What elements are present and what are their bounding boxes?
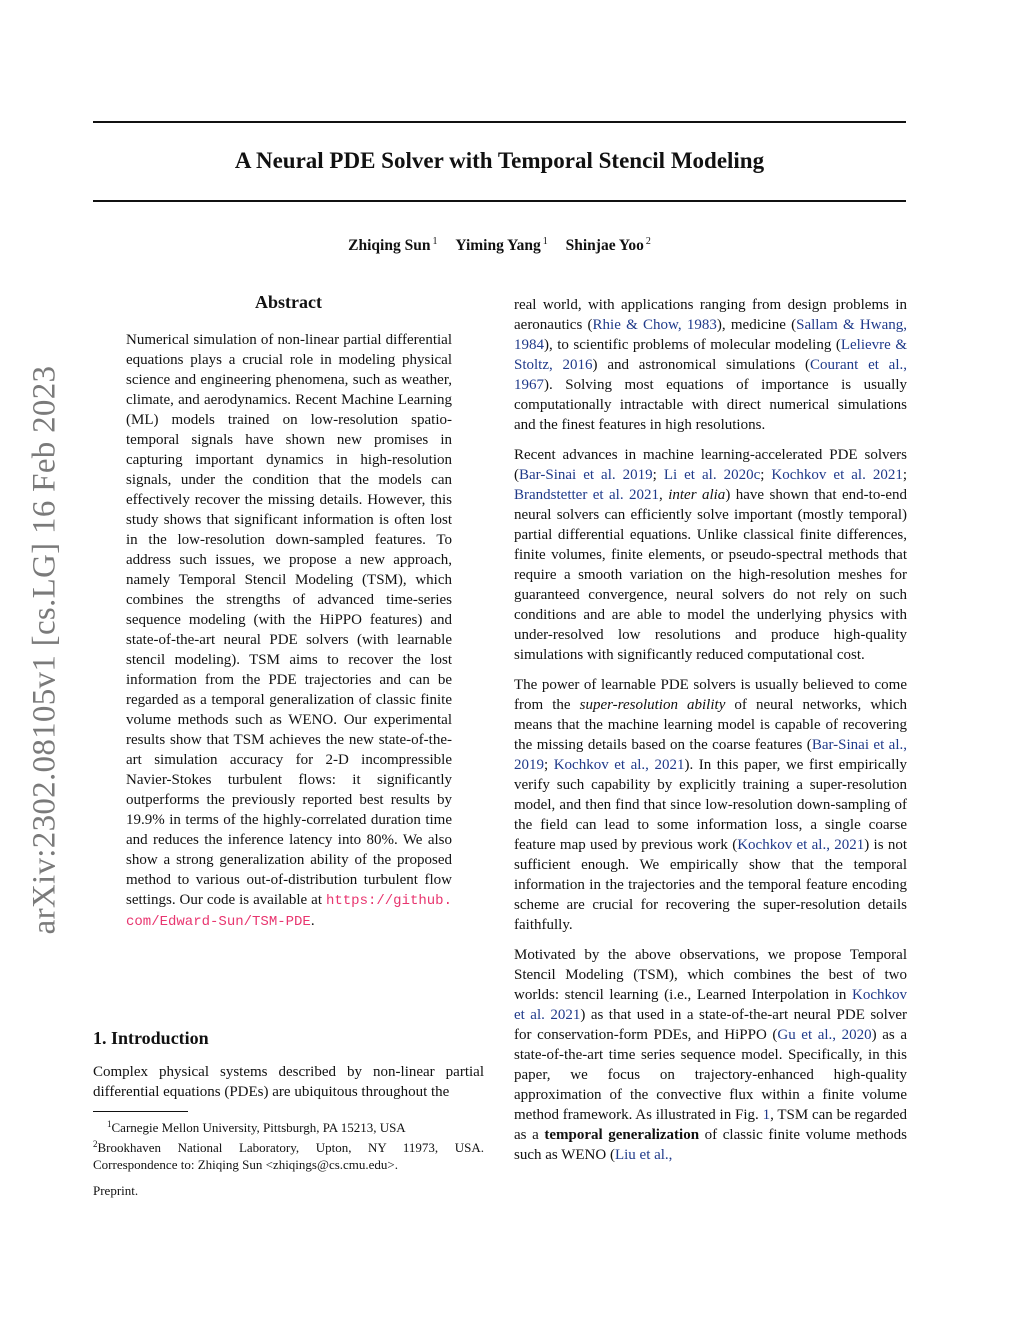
title-top-rule [93,121,906,123]
citation-link[interactable]: Courant et al., 1967 [514,357,908,393]
citation-link[interactable]: Kochkov et al., 2021 [553,757,685,773]
text: ) as that used in a state-of-the-art neural PDE solver for conservation-form PDEs, and HiPPO ( [514,1007,908,1043]
emphasis: inter alia [668,487,726,503]
figure-link[interactable]: 1 [762,1107,771,1123]
author [348,237,437,254]
footnote-text: Brookhaven National Laboratory, Upton, NY 11973, USA. Correspondence to: Zhiqing Sun <zhiqings@cs.cmu.edu>. [93,1140,484,1172]
citation-link[interactable]: Li et al. 2020c [663,467,761,483]
paragraph [514,675,907,935]
author-list [93,236,906,255]
text: , [659,487,669,503]
footnote-1 [93,1116,484,1136]
author-affiliation: 1 [432,236,438,247]
text: ) and astronomical simulations ( [592,357,810,373]
footnote-text: Carnegie Mellon University, Pittsburgh, PA 15213, USA [111,1120,406,1135]
right-column [514,295,907,1175]
text: ). Solving most equations of importance is usually computationally intractable with direct numerical simulations and the finest features in high resolutions. [514,377,907,433]
text: ), medicine ( [716,317,797,333]
text: Motivated by the above observations, we propose Temporal Stencil Modeling (TSM), which combines the best of two worlds: stencil learning (i.e., Learned Interpolation in [514,947,907,1003]
citation-link[interactable]: Kochkov et al. 2021 [514,987,907,1023]
footnote-divider [93,1111,188,1112]
title-bottom-rule [93,200,906,202]
text: of classic finite volume methods such as WENO ( [514,1127,907,1163]
text: Recent advances in machine learning-accelerated PDE solvers ( [514,447,907,483]
author [455,237,547,254]
introduction-heading: 1. Introduction [93,1028,209,1048]
citation-link[interactable]: Bar-Sinai et al. 2019 [519,467,653,483]
citation-link[interactable]: Bar-Sinai et al., 2019 [514,737,908,773]
text: ) have shown that end-to-end neural solvers can efficiently solve important (mostly temporal) partial differential equations. Unlike classical finite differences, finite volumes, finite elements, or pseudo-spectral methods that require a smooth variation on the high-resolution meshes for guaranteed convergence, neural solvers do not rely on such conditions and are able to model the underlying physics with under-resolved low resolutions and produce high-quality simulations with significantly reduced computational cost. [514,487,907,663]
text: The power of learnable PDE solvers is usually believed to come from the [514,677,907,713]
text: real world, with applications ranging from design problems in aeronautics ( [514,297,907,333]
text: ; [544,757,554,773]
abstract-body: Numerical simulation of non-linear partial differential equations plays a crucial role in modeling physical science and engineering phenomena, such as weather, climate, and aerodynamics. Recent Machine Learning (ML) models trained on low-resolution spatio-temporal signals have shown new promises in capturing important dynamics in high-resolution signals, under the condition that the models can effectively recover the missing details. However, this study shows that significant information is often lost in the low-resolution down-sampled features. To address such issues, we propose a new approach, namely Temporal Stencil Modeling (TSM), which combines the strengths of advanced time-series sequence modeling (with the HiPPO features) and state-of-the-art neural PDE solvers (with learnable stencil modeling). TSM aims to recover the lost information from the PDE trajectories and can be regarded as a temporal generalization of classic finite volume methods such as WENO. Our experimental results show that TSM achieves the new state-of-the-art simulation accuracy for 2-D incompressible Navier-Stokes turbulent flows: it significantly outperforms the previously reported best results by 19.9% in terms of the highly-correlated duration time and reduces the inference latency into 80%. We also show a strong generalization ability of the proposed method to various out-of-distribution turbulent flow settings. Our code is available at [126,332,452,908]
footnote-2 [93,1136,484,1173]
code-link[interactable]: https://github.com/Edward-Sun/TSM-PDE [126,893,452,930]
preprint-label: Preprint. [93,1183,139,1198]
footnote-marker: 2 [93,1139,98,1149]
paragraph [514,945,907,1165]
paragraph [514,295,907,435]
bold-text: temporal generalization [544,1127,700,1143]
text: ), to scientific problems of molecular modeling ( [544,337,841,353]
author-name: Shinjae Yoo [565,237,644,254]
paragraph [514,445,907,665]
citation-link[interactable]: Kochkov et al., 2021 [737,837,865,853]
footnotes [93,1116,484,1173]
text: of neural networks, which means that the machine learning model is capable of recovering the missing details based on the coarse features ( [514,697,908,753]
citation-link[interactable]: Rhie & Chow, 1983 [592,317,717,333]
citation-link[interactable]: Lelievre & Stoltz, 2016 [514,337,907,373]
text: ; [760,467,772,483]
text: , TSM can be regarded as a [514,1107,907,1143]
text: ). In this paper, we first empirically verify such capability by explicitly training a super-resolution model, and then find that since low-resolution down-sampling of the field can lead to some information loss, a single coarse feature map used by previous work ( [514,757,907,853]
citation-link[interactable]: Gu et al., 2020 [777,1027,872,1043]
arxiv-identifier: arXiv:2302.08105v1 [cs.LG] 16 Feb 2023 [26,365,63,935]
text: ; [652,467,664,483]
text: ; [902,467,908,483]
abstract-end: . [310,913,315,929]
introduction-paragraph: Complex physical systems described by non-linear partial differential equations (PDEs) are ubiquitous throughout the [93,1064,484,1100]
emphasis: super-resolution ability [579,697,726,713]
author-affiliation: 1 [542,236,548,247]
text: ) is not sufficient enough. We empirically show that the temporal information in the trajectories and the temporal feature encoding scheme are crucial for recovering the super-resolution details faithfully. [514,837,908,933]
citation-link[interactable]: Kochkov et al. 2021 [771,467,903,483]
footnote-marker: 1 [107,1119,112,1129]
author-affiliation: 2 [645,236,651,247]
author [566,237,651,254]
abstract-heading: Abstract [255,292,322,312]
author-name: Yiming Yang [455,237,541,254]
abstract-text [126,330,452,932]
citation-link[interactable]: Brandstetter et al. 2021 [514,487,660,503]
text: ) as a state-of-the-art time series sequence model. Specifically, in this paper, we focus on trajectory-enhanced high-quality approximation of the convective flux within a finite volume method framework. As illustrated in Fig. [514,1027,907,1123]
paper-title: A Neural PDE Solver with Temporal Stencil Modeling [234,148,765,173]
citation-link[interactable]: Liu et al., [614,1147,673,1163]
citation-link[interactable]: Sallam & Hwang, 1984 [514,317,907,353]
author-name: Zhiqing Sun [348,237,431,254]
